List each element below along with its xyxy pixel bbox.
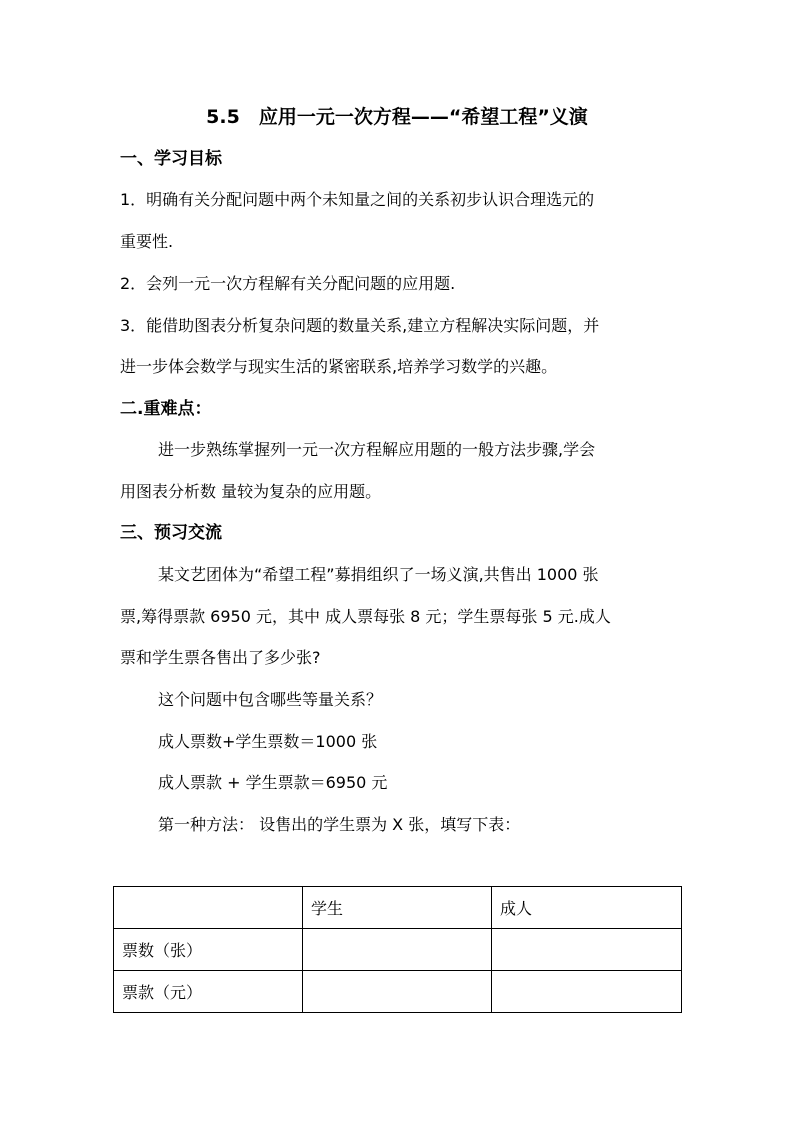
paragraph-line: 进一步熟练掌握列一元一次方程解应用题的一般方法步骤,学会 bbox=[158, 440, 596, 459]
paragraph-line: 票和学生票各售出了多少张? bbox=[120, 648, 321, 667]
table-row bbox=[114, 929, 682, 971]
paragraph-line: 第一种方法： 设售出的学生票为 X 张，填写下表： bbox=[158, 815, 521, 834]
paragraph-line: 3．能借助图表分析复杂问题的数量关系,建立方程解决实际问题，并 bbox=[120, 316, 600, 335]
section-heading-key-points: 二.重难点： bbox=[120, 399, 212, 419]
paragraph-line: 2．会列一元一次方程解有关分配问题的应用题. bbox=[120, 274, 456, 293]
paragraph-line: 用图表分析数 量较为复杂的应用题。 bbox=[120, 482, 382, 501]
page-title: 5.5 应用一元一次方程——“希望工程”义演 bbox=[206, 106, 588, 128]
table-header-row bbox=[114, 887, 682, 929]
section-heading-objectives: 一、学习目标 bbox=[120, 149, 222, 169]
table-header-cell bbox=[114, 887, 303, 929]
paragraph-line: 某文艺团体为“希望工程”募捐组织了一场义演,共售出 1000 张 bbox=[158, 565, 599, 584]
table-cell bbox=[303, 971, 492, 1013]
table-row-label: 票数（张） bbox=[114, 929, 303, 971]
equation-line: 成人票数+学生票数＝1000 张 bbox=[158, 732, 378, 751]
paragraph-line: 重要性. bbox=[120, 232, 174, 251]
table-header-cell: 学生 bbox=[303, 887, 492, 929]
paragraph-line: 这个问题中包含哪些等量关系？ bbox=[158, 690, 383, 709]
table-cell bbox=[303, 929, 492, 971]
table-cell bbox=[492, 971, 682, 1013]
table-row bbox=[114, 971, 682, 1013]
table-row-label: 票款（元） bbox=[114, 971, 303, 1013]
paragraph-line: 票,筹得票款 6950 元，其中 成人票每张 8 元；学生票每张 5 元.成人 bbox=[120, 607, 611, 626]
table-cell bbox=[492, 929, 682, 971]
paragraph-line: 1．明确有关分配问题中两个未知量之间的关系初步认识合理选元的 bbox=[120, 190, 595, 209]
section-heading-preview: 三、预习交流 bbox=[120, 523, 222, 543]
table-header-cell: 成人 bbox=[492, 887, 682, 929]
ticket-table bbox=[113, 886, 682, 1013]
paragraph-line: 进一步体会数学与现实生活的紧密联系,培养学习数学的兴趣。 bbox=[120, 357, 558, 376]
equation-line: 成人票款 + 学生票款＝6950 元 bbox=[158, 773, 388, 792]
